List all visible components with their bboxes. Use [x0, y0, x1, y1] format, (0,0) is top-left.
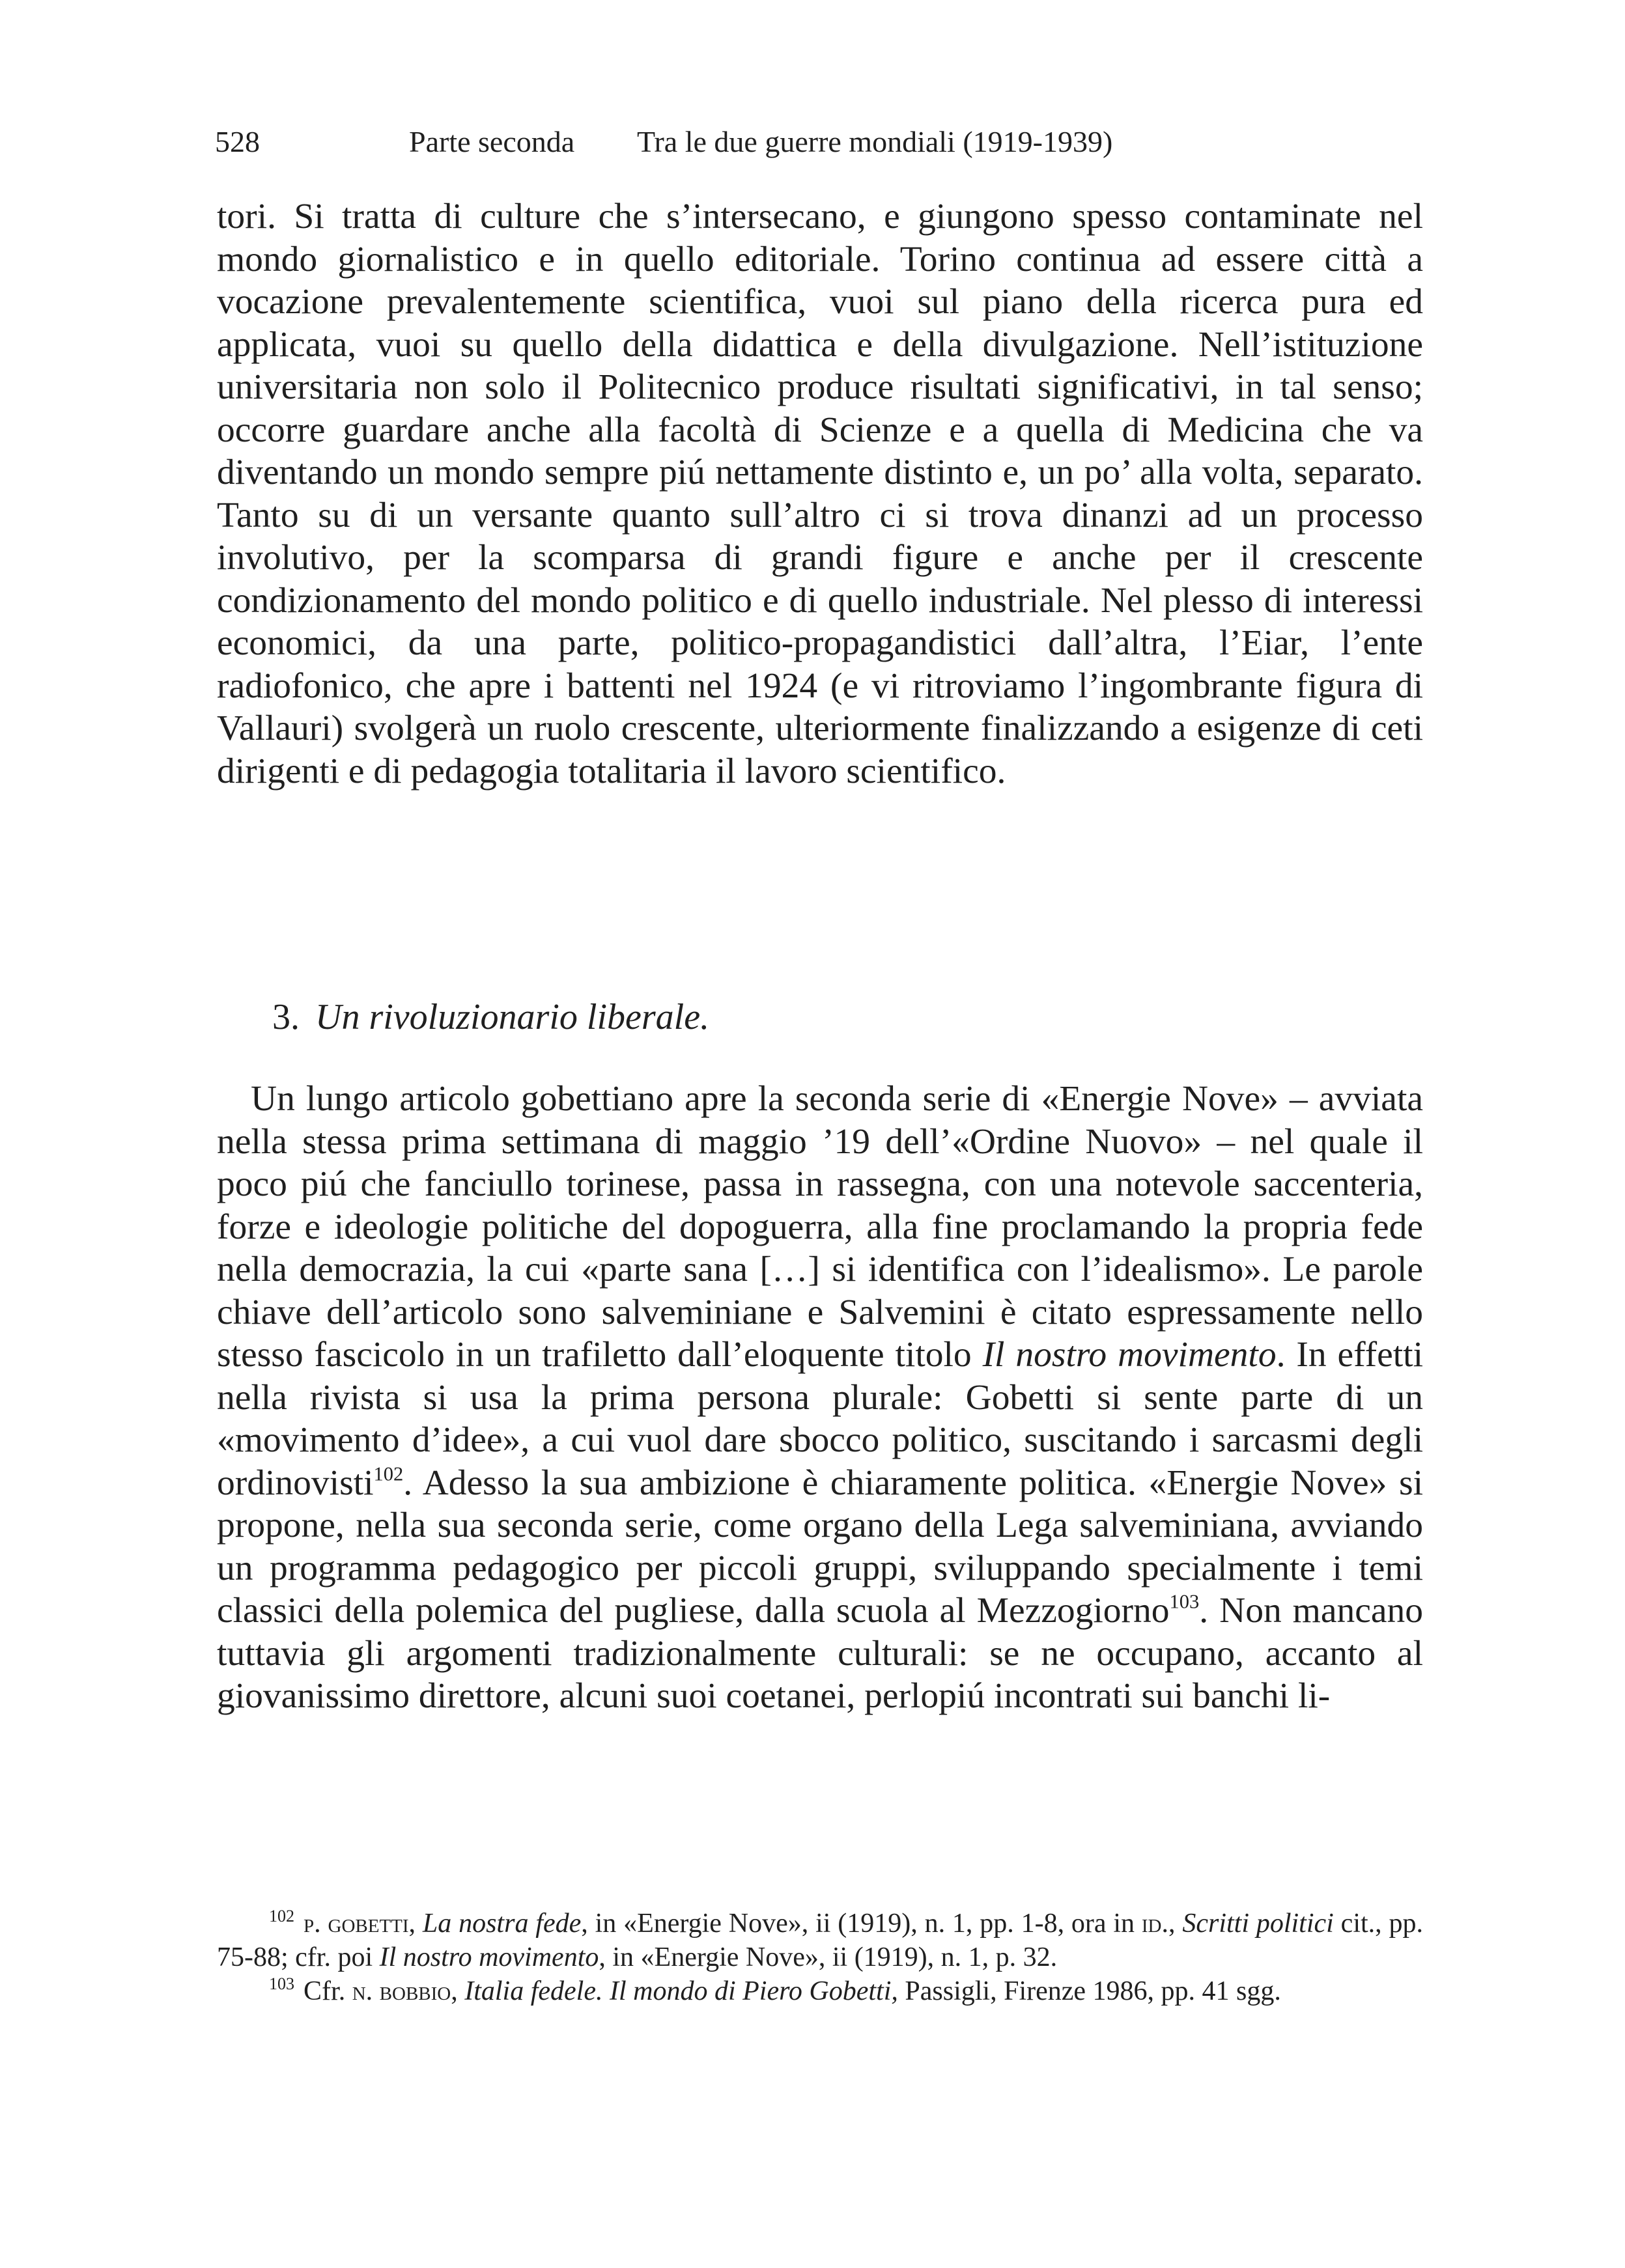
- footnote-text: ,: [408, 1909, 423, 1939]
- footnote-reference-103[interactable]: 103: [1169, 1590, 1200, 1613]
- footnote-title: Il nostro movimento: [379, 1942, 599, 1972]
- footnote-author: p. gobetti: [304, 1909, 409, 1939]
- footnote-text: , in «Energie Nove», ii (1919), n. 1, pp. 1-8, ora in: [581, 1909, 1142, 1939]
- footnote-text: , in «Energie Nove», ii (1919), n. 1, p. 32.: [599, 1942, 1058, 1972]
- footnote-idem: id.: [1141, 1909, 1168, 1939]
- footnote-text: ,: [451, 1976, 465, 2006]
- footnote-title: La nostra fede: [422, 1909, 582, 1939]
- footnote-text: cit., pp. 75-88; cfr. poi: [217, 1909, 1424, 1972]
- footnote-title: Italia fedele. Il mondo di Piero Gobetti,: [464, 1976, 898, 2006]
- footnote-text: ,: [1168, 1909, 1183, 1939]
- running-head-title: Tra le due guerre mondiali (1919-1939): [637, 125, 1113, 158]
- section-title: Un rivoluzionario liberale.: [315, 997, 710, 1037]
- footnote-reference-102[interactable]: 102: [373, 1463, 404, 1485]
- footnote-number: 103: [269, 1974, 295, 1994]
- paragraph-text-c: . Adesso la sua ambizione è chiaramente politica. «Energie Nove» si propone, nella sua seconda serie, come organo della Lega salveminiana, avviando un programma pedagogico per piccoli gruppi, sviluppando specialmente i temi classici della polemica del pugliese, dalla scuola al Mezzogiorno: [217, 1463, 1423, 1631]
- footnote-102: [217, 1907, 1423, 1974]
- paragraph-text-a: Un lungo articolo gobettiano apre la seconda serie di «Energie Nove» – avviata nella stessa prima settimana di maggio ’19 dell’«Ordine Nuovo» – nel quale il poco piú che fanciullo torinese, passa in rassegna, con una notevole saccenteria, forze e ideologie politiche del dopoguerra, alla fine proclamando la propria fede nella democrazia, la cui «parte sana […] si identifica con l’idealismo». Le parole chiave dell’articolo sono salveminiane e Salvemini è citato espressamente nello stesso fascicolo in un trafiletto dall’eloquente titolo: [217, 1079, 1423, 1375]
- footnote-103: [217, 1974, 1423, 2008]
- paragraph-continued: tori. Si tratta di culture che s’intersecano, e giungono spesso contaminate nel mondo giornalistico e in quello editoriale. Torino continua ad essere città a vocazione prevalentemente scientifica, vuoi sul piano della ricerca pura ed applicata, vuoi su quello della didattica e della divulgazione. Nell’istituzione universitaria non solo il Politecnico produce risultati significativi, in tal senso; occorre guardare anche alla facoltà di Scienze e a quella di Medicina che va diventando un mondo sempre piú nettamente distinto e, un po’ alla volta, separato. Tanto su di un versante quanto sull’altro ci si trova dinanzi ad un processo involutivo, per la scomparsa di grandi figure e anche per il crescente condizionamento del mondo politico e di quello industriale. Nel plesso di interessi economici, da una parte, politico-propagandistici dall’altra, l’Eiar, l’ente radiofonico, che apre i battenti nel 1924 (e vi ritroviamo l’ingombrante figura di Vallauri) svolgerà un ruolo crescente, ulteriormente finalizzando a esigenze di ceti dirigenti e di pedagogia totalitaria il lavoro scientifico.: [217, 197, 1423, 791]
- footnote-author: n. bobbio: [352, 1976, 451, 2006]
- footnote-number: 102: [269, 1907, 295, 1926]
- cited-title: Il nostro movimento: [982, 1335, 1277, 1375]
- footnotes: [217, 1907, 1423, 2008]
- paragraph-text-d: . Non mancano tuttavia gli argomenti tradizionalmente culturali: se ne occupano, accanto al giovanissimo direttore, alcuni suoi coetanei, perlopiú incontrati sui banchi li-: [217, 1591, 1423, 1716]
- section-number: 3.: [272, 997, 300, 1037]
- paragraph-text-b: . In effetti nella rivista si usa la prima persona plurale: Gobetti si sente parte di un «movimento d’idee», a cui vuol dare sbocco politico, suscitando i sarcasmi degli ordinovisti: [217, 1335, 1423, 1503]
- footnote-text: Cfr.: [304, 1976, 352, 2006]
- footnote-title: Scritti politici: [1182, 1909, 1334, 1939]
- running-head-part: Parte seconda: [409, 125, 575, 158]
- paragraph-section-opening: [217, 1078, 1423, 1718]
- footnote-text: Passigli, Firenze 1986, pp. 41 sgg.: [897, 1976, 1281, 2006]
- page-number: 528: [215, 125, 260, 158]
- section-heading: [272, 994, 709, 1040]
